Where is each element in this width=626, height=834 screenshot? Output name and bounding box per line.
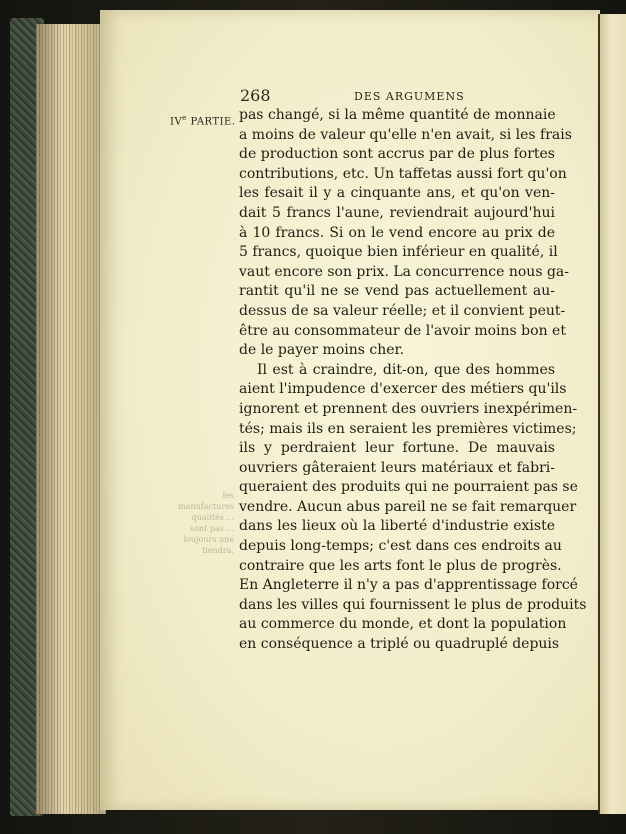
- text-line: de production sont accrus par de plus fortes: [239, 146, 555, 163]
- text-line: contraire que les arts font le plus de progrès.: [239, 557, 562, 574]
- text-line: depuis long-temps; c'est dans ces endroits au: [239, 538, 562, 555]
- text-line: contributions, etc. Un taffetas aussi fort qu'on: [239, 165, 567, 182]
- facing-page: [598, 14, 626, 814]
- text-line: les fesait il y a cinquante ans, et qu'on ven-: [239, 185, 555, 202]
- text-line: 5 francs, quoique bien inférieur en qualité, il: [239, 244, 558, 261]
- text-line: dans les villes qui fournissent le plus de produits: [239, 596, 587, 613]
- text-line: en conséquence a triplé ou quadruplé depuis: [239, 636, 560, 653]
- text-line: à 10 francs. Si on le vend encore au prix de: [239, 224, 555, 241]
- text-line: ils y perdraient leur fortune. De mauvais: [239, 440, 555, 457]
- text-line: au commerce du monde, et dont la population: [239, 616, 567, 633]
- bleed-through-text: les manufactures qualités ... sont pas ... loujours une tiendra.: [178, 491, 234, 555]
- running-title: DES ARGUMENS: [354, 90, 465, 103]
- page-edges-shadow: [36, 24, 106, 814]
- text-line: être au consommateur de l'avoir moins bon et: [239, 322, 566, 339]
- text-line: aient l'impudence d'exercer des métiers qu'ils: [239, 381, 567, 398]
- text-line: dessus de sa valeur réelle; et il convient peut-: [239, 302, 566, 319]
- text-line: pas changé, si la même quantité de monnaie: [239, 107, 556, 123]
- text-line: de le payer moins cher.: [239, 342, 405, 359]
- body-text: [239, 106, 587, 655]
- text-line: ignorent et prennent des ouvriers inexpérimen-: [239, 400, 578, 417]
- text-line: En Angleterre il n'y a pas d'apprentissage forcé: [239, 577, 578, 594]
- text-line: vaut encore son prix. La concurrence nous ga-: [239, 263, 569, 280]
- text-line: Il est à craindre, dit-on, que des hommes: [257, 361, 555, 378]
- text-line: rantit qu'il ne se vend pas actuellement au-: [239, 283, 555, 300]
- page-number: 268: [240, 86, 271, 105]
- part-marginal-note: IVe PARTIE.: [170, 114, 236, 128]
- text-line: queraient des produits qui ne pourraient pas se: [239, 479, 578, 496]
- text-line: dans les lieux où la liberté d'industrie existe: [239, 518, 555, 535]
- text-line: vendre. Aucun abus pareil ne se fait remarquer: [239, 498, 577, 515]
- text-line: a moins de valeur qu'elle n'en avait, si les frais: [239, 126, 572, 143]
- text-line: dait 5 francs l'aune, reviendrait aujourd'hui: [239, 204, 555, 221]
- text-line: ouvriers gâteraient leurs matériaux et fabri-: [239, 459, 555, 476]
- text-line: tés; mais ils en seraient les premières victimes;: [239, 420, 577, 437]
